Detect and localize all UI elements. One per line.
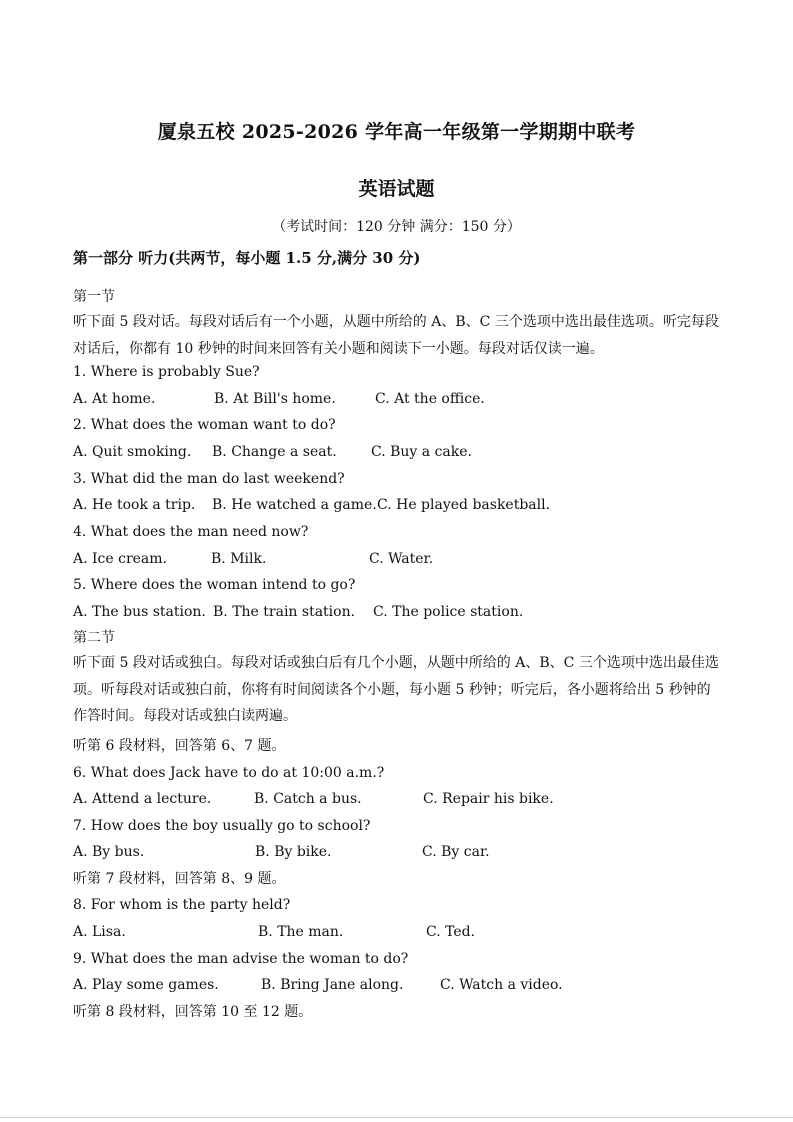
q6-option-b: B. Catch a bus. [254,791,362,807]
material-6-note: 听第 6 段材料，回答第 6、7 题。 [73,738,286,754]
section1-label: 第一节 [73,289,115,305]
question-3: 3. What did the man do last weekend? [73,471,345,487]
question-9: 9. What does the man advise the woman to do? [73,951,409,967]
q9-option-b: B. Bring Jane along. [261,977,404,993]
q8-option-c: C. Ted. [426,924,476,940]
q3-option-c: C. He played basketball. [377,497,551,513]
part1-heading: 第一部分 听力(共两节，每小题 1.5 分,满分 30 分) [73,249,421,267]
section2-instructions: 听下面 5 段对话或独白。每段对话或独白后有几个小题，从题中所给的 A、B、C 三个选项中选出最佳选项。听每段对话或独白前，你将有时间阅读各个小题，每小题 5 秒钟；听完后，各小题将给出 5 秒钟的作答时间。每段对话或独白读两遍。 [73,655,719,724]
q5-option-c: C. The police station. [373,604,524,620]
q1-option-b: B. At Bill's home. [214,391,336,407]
question-2: 2. What does the woman want to do? [73,417,336,433]
q1-option-a: A. At home. [73,391,156,407]
material-8-note: 听第 8 段材料，回答第 10 至 12 题。 [73,1004,313,1020]
subject-title: 英语试题 [358,178,435,200]
q6-option-c: C. Repair his bike. [423,791,554,807]
q3-option-b: B. He watched a game. [212,497,377,513]
q8-option-a: A. Lisa. [73,924,126,940]
q6-option-a: A. Attend a lecture. [73,791,212,807]
question-1: 1. Where is probably Sue? [73,364,260,380]
q4-option-b: B. Milk. [211,551,267,567]
q2-option-a: A. Quit smoking. [73,444,192,460]
section1-instructions: 听下面 5 段对话。每段对话后有一个小题，从题中所给的 A、B、C 三个选项中选出最佳选项。听完每段对话后，你都有 10 秒钟的时间来回答有关小题和阅读下一小题。每段对话仅读一遍。 [73,314,719,357]
section2-label: 第二节 [73,630,115,646]
exam-info: （考试时间：120 分钟 满分：150 分） [272,219,521,235]
q9-option-c: C. Watch a video. [440,977,563,993]
q8-option-b: B. The man. [258,924,344,940]
question-7: 7. How does the boy usually go to school? [73,818,371,834]
q2-option-b: B. Change a seat. [212,444,337,460]
question-8: 8. For whom is the party held? [73,897,291,913]
question-4: 4. What does the man need now? [73,524,309,540]
q7-option-c: C. By car. [422,844,490,860]
question-6: 6. What does Jack have to do at 10:00 a.m.? [73,765,385,781]
q9-option-a: A. Play some games. [73,977,219,993]
page-bottom-divider [0,1117,793,1118]
exam-title: 厦泉五校 2025-2026 学年高一年级第一学期期中联考 [157,121,636,143]
question-5: 5. Where does the woman intend to go? [73,577,356,593]
q7-option-b: B. By bike. [255,844,332,860]
q1-option-c: C. At the office. [375,391,485,407]
q5-option-a: A. The bus station. [73,604,206,620]
q4-option-a: A. Ice cream. [73,551,168,567]
q4-option-c: C. Water. [369,551,434,567]
q7-option-a: A. By bus. [73,844,145,860]
material-7-note: 听第 7 段材料，回答第 8、9 题。 [73,871,286,887]
q2-option-c: C. Buy a cake. [371,444,472,460]
q3-option-a: A. He took a trip. [73,497,196,513]
q5-option-b: B. The train station. [213,604,356,620]
